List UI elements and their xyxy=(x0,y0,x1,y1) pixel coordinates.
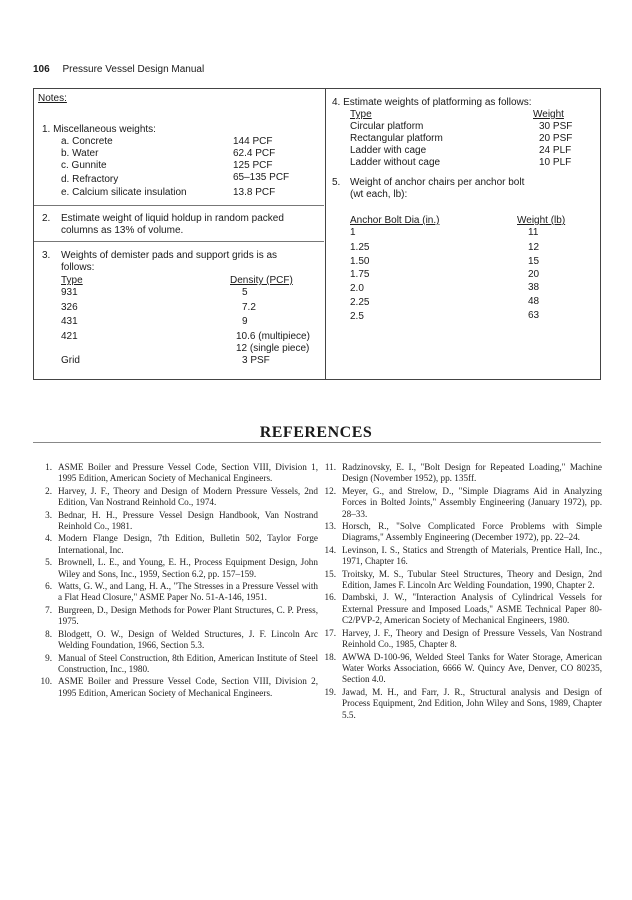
note-4-type: Circular platform xyxy=(350,121,424,132)
note-1-row-value: 144 PCF xyxy=(233,136,273,147)
note-3-number: 3. xyxy=(42,250,51,261)
note-1-row-value: 13.8 PCF xyxy=(233,187,276,198)
reference-item xyxy=(36,533,318,556)
references-left-column xyxy=(36,462,318,700)
note-5-col-dia: Anchor Bolt Dia (in.) xyxy=(350,215,440,226)
reference-number: 19. xyxy=(324,686,336,697)
note-4-type: Ladder without cage xyxy=(350,157,441,168)
reference-item xyxy=(320,521,602,544)
reference-text: Levinson, I. S., Statics and Strength of Materials, Prentice Hall, Inc., 1971, Chapter 16. xyxy=(342,544,602,567)
notes-separator xyxy=(34,205,324,206)
note-4-weight: 10 PLF xyxy=(539,157,572,168)
reference-item xyxy=(36,581,318,604)
reference-number: 18. xyxy=(324,651,336,662)
note-1-row-value: 125 PCF xyxy=(233,160,273,171)
reference-number: 4. xyxy=(45,533,52,544)
reference-number: 10. xyxy=(40,676,52,687)
reference-item xyxy=(320,592,602,626)
reference-text: Modern Flange Design, 7th Edition, Bulletin 502, Taylor Forge International, Inc. xyxy=(58,533,318,555)
reference-text: Meyer, G., and Strelow, D., "Simple Diagrams Aid in Analyzing Forces in Bolted Joints," Assembly Engineering (January 1972), pp. 28–33. xyxy=(342,485,602,519)
note-1-row-label: d. Refractory xyxy=(61,174,119,185)
reference-text: Burgreen, D., Design Methods for Power Plant Structures, C. P. Press, 1975. xyxy=(58,604,318,627)
reference-item xyxy=(36,653,318,676)
note-1-heading: 1. Miscellaneous weights: xyxy=(42,124,156,135)
note-5-weight: 38 xyxy=(528,282,540,293)
reference-number: 13. xyxy=(324,521,336,532)
notes-label: Notes: xyxy=(38,93,67,104)
reference-number: 6. xyxy=(45,581,52,592)
reference-text: Horsch, R., "Solve Complicated Force Problems with Simple Diagrams," Assembly Engineering (December 1972), pp. 22–24. xyxy=(342,521,602,543)
reference-text: Harvey, J. F., Theory and Design of Pressure Vessels, Van Nostrand Reinhold Co., 1985, Chapter 8. xyxy=(342,627,602,650)
note-3-type: 431 xyxy=(61,316,78,327)
notes-separator xyxy=(34,241,324,242)
note-2-line: columns as 13% of volume. xyxy=(61,225,184,236)
reference-number: 3. xyxy=(45,509,52,520)
note-5-weight: 20 xyxy=(528,269,540,280)
note-3-density: 3 PSF xyxy=(242,355,270,366)
note-3-density: 9 xyxy=(242,316,248,327)
note-5-dia: 2.25 xyxy=(350,297,370,308)
reference-text: Radzinovsky, E. I., "Bolt Design for Repeated Loading," Machine Design (November 1952), pp. 135ff. xyxy=(342,462,602,484)
note-5-line: (wt each, lb): xyxy=(350,189,408,200)
note-3-type: 326 xyxy=(61,302,78,313)
reference-item xyxy=(36,486,318,509)
note-1-row-label: a. Concrete xyxy=(61,136,113,147)
note-4-weight: 30 PSF xyxy=(539,121,573,132)
note-3-type: 931 xyxy=(61,287,78,298)
reference-text: Harvey, J. F., Theory and Design of Modern Pressure Vessels, 2nd Edition, Van Nostrand Reinhold Co., 1974. xyxy=(58,485,318,508)
note-5-number: 5. xyxy=(332,177,341,188)
note-5-dia: 1.50 xyxy=(350,256,370,267)
notes-box xyxy=(33,88,601,380)
note-3-line: Weights of demister pads and support grids is as xyxy=(61,250,278,261)
reference-number: 15. xyxy=(324,568,336,579)
reference-text: Bednar, H. H., Pressure Vessel Design Handbook, Van Nostrand Reinhold Co., 1981. xyxy=(58,509,318,532)
notes-right-column xyxy=(326,89,601,379)
note-5-dia: 1.75 xyxy=(350,269,370,280)
reference-text: Brownell, L. E., and Young, E. H., Process Equipment Design, John Wiley and Sons, Inc., 1959, Section 6.2, pp. 157–159. xyxy=(58,557,318,579)
note-1-row-value: 65–135 PCF xyxy=(233,172,290,183)
reference-number: 12. xyxy=(324,485,336,496)
note-4-type: Rectangular platform xyxy=(350,133,443,144)
note-1-row-label: c. Gunnite xyxy=(61,160,107,171)
note-5-weight: 63 xyxy=(528,310,540,321)
reference-item xyxy=(320,569,602,592)
note-5-weight: 48 xyxy=(528,296,540,307)
reference-item xyxy=(36,510,318,533)
note-1-row-label: b. Water xyxy=(61,148,99,159)
notes-left-column xyxy=(34,89,324,379)
note-4-type: Ladder with cage xyxy=(350,145,427,156)
note-2-line: Estimate weight of liquid holdup in random packed xyxy=(61,213,284,224)
note-5-weight: 12 xyxy=(528,242,540,253)
note-5-dia: 1 xyxy=(350,227,356,238)
reference-number: 1. xyxy=(45,462,52,472)
reference-number: 14. xyxy=(324,544,336,555)
reference-number: 5. xyxy=(45,557,52,568)
note-3-density: 10.6 (multipiece) xyxy=(236,331,310,342)
reference-number: 17. xyxy=(324,627,336,638)
running-title: Pressure Vessel Design Manual xyxy=(62,64,205,75)
reference-item xyxy=(36,605,318,628)
note-5-dia: 2.0 xyxy=(350,283,364,294)
reference-number: 8. xyxy=(45,628,52,639)
reference-item xyxy=(36,462,318,485)
page-header xyxy=(33,64,204,75)
note-5-col-weight: Weight (lb) xyxy=(517,215,566,226)
note-1-row-value: 62.4 PCF xyxy=(233,148,276,159)
note-5-weight: 11 xyxy=(528,227,539,238)
reference-number: 7. xyxy=(45,604,52,615)
reference-text: Blodgett, O. W., Design of Welded Structures, J. F. Lincoln Arc Welding Foundation, 1966, Section 5.3. xyxy=(58,628,318,651)
note-3-density: 5 xyxy=(242,287,248,298)
reference-item xyxy=(36,629,318,652)
reference-item xyxy=(320,486,602,520)
note-5-dia: 1.25 xyxy=(350,242,370,253)
reference-text: Jawad, M. H., and Farr, J. R., Structural analysis and Design of Process Equipment, 2nd Edition, John Wiley and Sons, 1989, Chapter 5.5. xyxy=(342,686,602,720)
reference-number: 16. xyxy=(324,592,336,603)
note-3-col-type: Type xyxy=(61,275,83,286)
page-number: 106 xyxy=(33,64,50,75)
note-3-col-density: Density (PCF) xyxy=(230,275,293,286)
reference-number: 9. xyxy=(45,652,52,663)
reference-item xyxy=(320,462,602,485)
reference-number: 11. xyxy=(324,462,336,472)
note-3-type: Grid xyxy=(61,355,80,366)
reference-text: ASME Boiler and Pressure Vessel Code, Section VIII, Division 1, 1995 Edition, American Society of Mechanical Engineers. xyxy=(58,462,318,484)
note-5-line: Weight of anchor chairs per anchor bolt xyxy=(350,177,525,188)
note-5-weight: 15 xyxy=(528,256,540,267)
note-3-type: 421 xyxy=(61,331,78,342)
note-5-dia: 2.5 xyxy=(350,311,364,322)
reference-item xyxy=(320,545,602,568)
note-3-density: 7.2 xyxy=(242,302,256,313)
reference-text: Watts, G. W., and Lang, H. A., "The Stresses in a Pressure Vessel with a Flat Head Closure," ASME Paper No. 51-A-146, 1951. xyxy=(58,581,318,603)
note-4-weight: 24 PLF xyxy=(539,145,572,156)
note-3-line: follows: xyxy=(61,262,95,273)
reference-text: Manual of Steel Construction, 8th Edition, American Institute of Steel Construction, Inc., 1980. xyxy=(58,652,318,674)
reference-item xyxy=(320,652,602,686)
note-1-row-label: e. Calcium silicate insulation xyxy=(61,187,187,198)
references-title: REFERENCES xyxy=(259,424,373,441)
reference-number: 2. xyxy=(45,485,52,496)
reference-item xyxy=(36,676,318,699)
reference-item xyxy=(320,628,602,651)
reference-text: AWWA D-100-96, Welded Steel Tanks for Water Storage, American Water Works Association, 6666 W. Quincy Ave, Denver, CO 80235, Section 4.0. xyxy=(342,651,602,685)
references-right-column xyxy=(320,462,602,722)
note-2-number: 2. xyxy=(42,213,51,224)
reference-text: Dambski, J. W., "Interaction Analysis of Cylindrical Vessels for External Pressure and Imposed Loads," ASME Technical Paper 80-C2/PVP-2, American Society of Mechanical Engineers, 1980. xyxy=(342,592,602,626)
reference-item xyxy=(320,687,602,721)
note-4-weight: 20 PSF xyxy=(539,133,573,144)
note-4-heading: 4. Estimate weights of platforming as follows: xyxy=(332,97,532,108)
references-rule xyxy=(33,442,601,443)
reference-item xyxy=(36,557,318,580)
note-4-col-type: Type xyxy=(350,109,372,120)
reference-text: Troitsky, M. S., Tubular Steel Structures, Theory and Design, 2nd Edition, James F. Lincoln Arc Welding Foundation, 1990, Chapter 2. xyxy=(342,568,602,591)
reference-text: ASME Boiler and Pressure Vessel Code, Section VIII, Division 2, 1995 Edition, American Society of Mechanical Engineers. xyxy=(58,676,318,698)
note-4-col-weight: Weight xyxy=(533,109,564,120)
note-3-density: 12 (single piece) xyxy=(236,343,310,354)
